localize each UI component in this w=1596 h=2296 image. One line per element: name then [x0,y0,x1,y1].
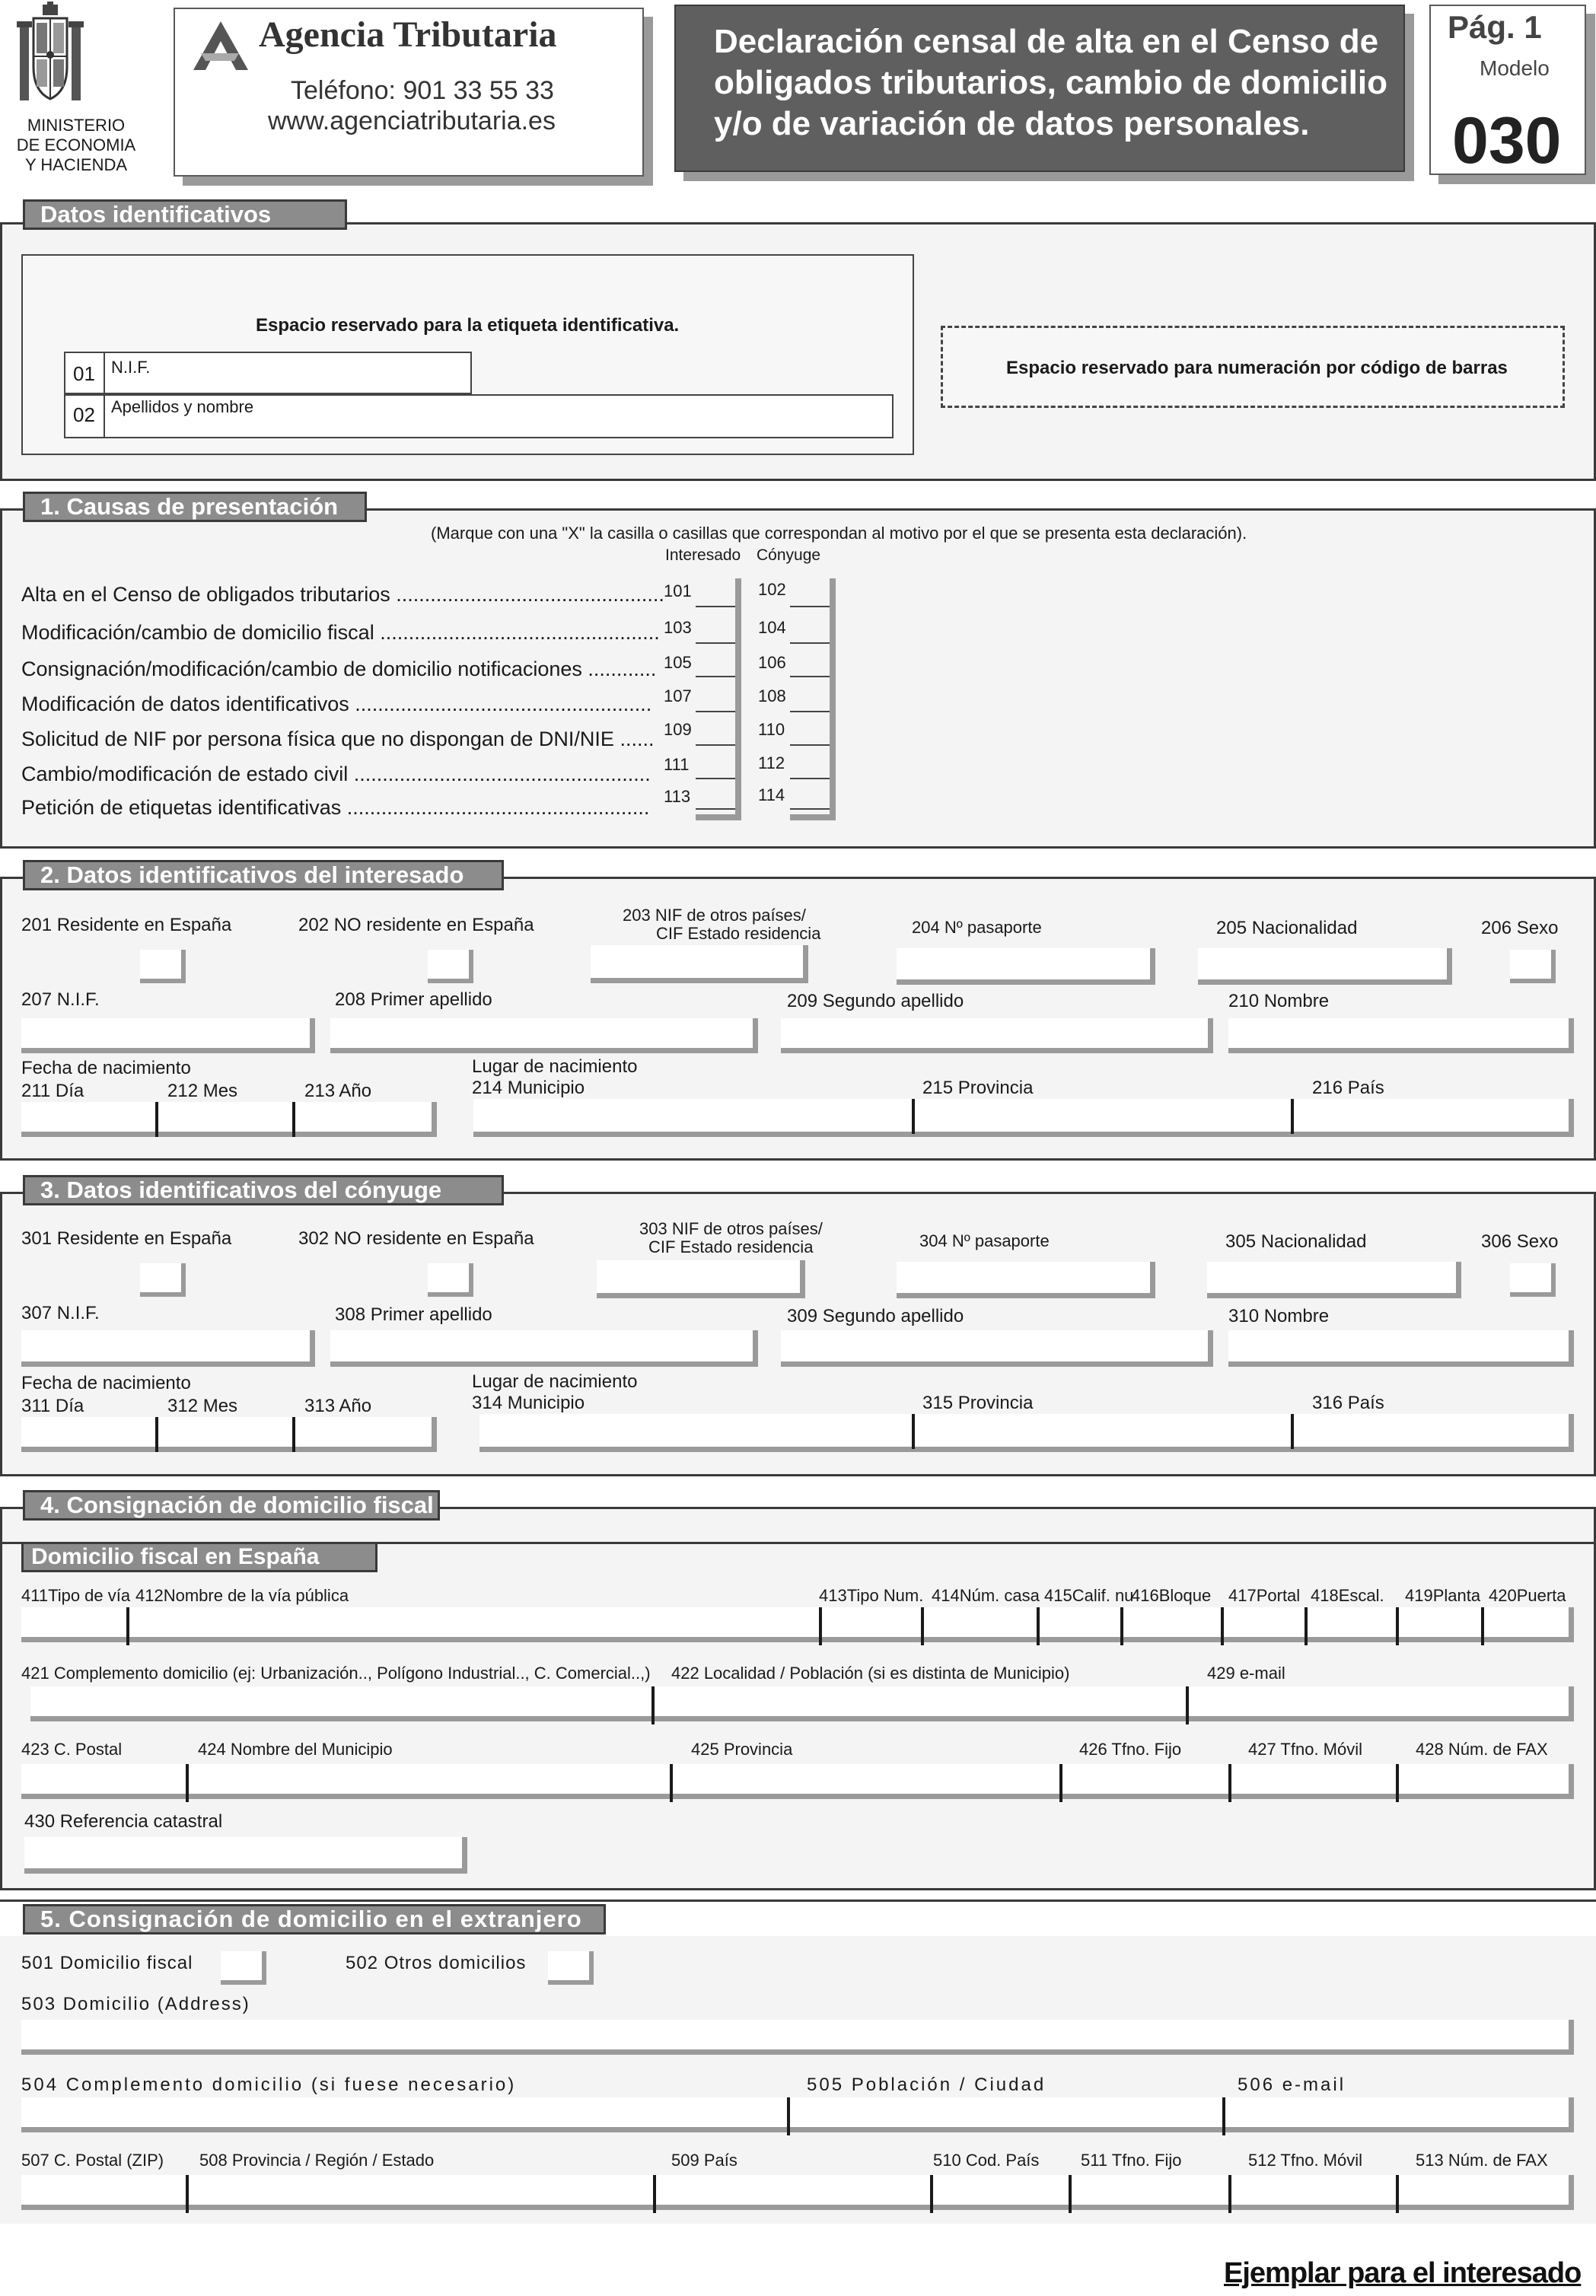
section-foreign-address-top-rule [0,1900,1596,1902]
label-421: 421 Complemento domicilio (ej: Urbanización.., Polígono Industrial.., C. Comercial..,) [21,1664,651,1683]
cause-checkbox-107[interactable] [696,711,735,712]
label-510: 510 Cod. País [933,2151,1040,2170]
subsection-spain-tab: Domicilio fiscal en España [21,1542,377,1572]
label-301: 301 Residente en España [21,1228,232,1249]
label-505: 505 Población / Ciudad [807,2075,1046,2095]
label-215: 215 Provincia [922,1078,1034,1098]
label-303b: CIF Estado residencia [648,1237,814,1256]
label-315: 315 Provincia [922,1393,1034,1413]
separator-509-510 [930,2175,933,2213]
label-417: 417Portal [1228,1586,1301,1605]
cause-checkbox-111[interactable] [696,778,735,779]
cause-checkbox-114[interactable] [790,808,830,810]
separator-413 [921,1607,924,1645]
col-interesado-label: Interesado [665,546,741,564]
label-308: 308 Primer apellido [335,1304,492,1325]
label-303a: 303 NIF de otros países/ [639,1219,823,1238]
label-418: 418Escal. [1311,1586,1384,1605]
label-512: 512 Tfno. Móvil [1248,2151,1363,2170]
cause-checkbox-106[interactable] [790,676,830,677]
label-212: 212 Mes [167,1081,238,1101]
modelo-number: 030 [1452,104,1562,177]
separator-427-428 [1396,1764,1399,1802]
cause-row-number-b: 112 [758,753,785,772]
label-424: 424 Nombre del Municipio [198,1740,393,1759]
label-fecha-nacimiento: Fecha de nacimiento [21,1373,191,1393]
separator-417 [1305,1607,1308,1645]
label-503: 503 Domicilio (Address) [21,1994,250,2014]
label-419: 419Planta [1405,1586,1481,1605]
col-interesado-bottom [696,814,741,820]
cause-row-label: Petición de etiquetas identificativas ..................................................... [21,796,650,819]
input-address-complement[interactable] [30,1686,1574,1721]
label-305: 305 Nacionalidad [1225,1231,1367,1252]
cause-checkbox-105[interactable] [696,676,735,677]
separator-415 [1120,1607,1123,1645]
label-412: 412Nombre de la vía pública [135,1586,349,1605]
cause-row-number-a: 111 [664,755,690,774]
input-503[interactable] [21,2020,1574,2055]
input-303[interactable] [597,1260,805,1298]
label-316: 316 País [1312,1393,1384,1413]
label-fecha-nacimiento: Fecha de nacimiento [21,1058,191,1078]
checkbox-201[interactable] [140,950,186,983]
cause-row-number-b: 108 [758,686,786,705]
label-427: 427 Tfno. Móvil [1248,1740,1363,1759]
label-214: 214 Municipio [472,1078,585,1098]
input-307[interactable] [21,1330,315,1367]
agency-name: Agencia Tributaria [259,14,557,55]
label-506: 506 e-mail [1238,2075,1346,2095]
field-01-label: N.I.F. [111,358,151,377]
label-414: 414Núm. casa [932,1586,1040,1605]
separator-425-426 [1059,1764,1062,1802]
label-312: 312 Mes [167,1396,238,1416]
cause-checkbox-102[interactable] [790,606,830,607]
input-205[interactable] [1198,948,1452,985]
label-502: 502 Otros domicilios [346,1953,527,1973]
separator-411 [126,1607,129,1645]
input-birth-date[interactable] [21,1102,437,1137]
label-415: 415Calif. nu [1044,1586,1134,1605]
label-423: 423 C. Postal [21,1740,123,1759]
separator-423-424 [186,1764,189,1802]
input-208[interactable] [330,1018,758,1053]
field-02-label: Apellidos y nombre [111,397,254,416]
cause-row-number-b: 104 [758,618,786,637]
separator-422-429 [1186,1686,1189,1724]
modelo-label: Modelo [1480,56,1550,80]
label-309: 309 Segundo apellido [787,1306,964,1326]
ministry-name: MINISTERIO DE ECONOMIA Y HACIENDA [16,116,136,174]
label-416: 416Bloque [1131,1586,1212,1605]
label-reserved-text: Espacio reservado para la etiqueta identificativa. [256,315,680,336]
barcode-text: Espacio reservado para numeración por código de barras [1006,358,1508,378]
cause-row-number-a: 103 [664,618,692,637]
input-305[interactable] [1207,1262,1461,1298]
ministry-emblem [14,2,87,108]
cause-checkbox-101[interactable] [696,606,735,607]
section-interested-party-tab: 2. Datos identificativos del interesado [23,860,504,890]
label-425: 425 Provincia [691,1740,793,1759]
cause-checkbox-113[interactable] [696,808,735,810]
label-426: 426 Tfno. Fijo [1079,1740,1182,1759]
col-conyuge-label: Cónyuge [757,546,821,564]
label-lugar-nacimiento: Lugar de nacimiento [472,1056,638,1077]
separator-municipio-provincia [912,1414,915,1449]
separator-421-422 [651,1686,655,1724]
copy-for-interested-party: Ejemplar para el interesado [1224,2257,1582,2289]
separator-412 [819,1607,822,1645]
label-306: 306 Sexo [1481,1231,1559,1252]
cause-checkbox-110[interactable] [790,744,830,746]
label-508: 508 Provincia / Región / Estado [199,2151,435,2170]
label-202: 202 NO residente en España [298,915,534,935]
separator-day-month [155,1417,158,1452]
label-208: 208 Primer apellido [335,989,492,1010]
label-430: 430 Referencia catastral [24,1811,223,1832]
separator-510-511 [1069,2175,1072,2213]
section-spouse-tab: 3. Datos identificativos del cónyuge [23,1175,504,1205]
cause-row-number-b: 106 [758,653,786,672]
agency-web: www.agenciatributaria.es [268,107,556,135]
checkbox-206[interactable] [1510,950,1556,983]
field-02-number: 02 [73,403,95,426]
cause-row-number-a: 109 [664,720,692,739]
label-501: 501 Domicilio fiscal [21,1953,193,1973]
cause-checkbox-109[interactable] [696,744,735,746]
separator-419 [1481,1607,1484,1645]
col-conyuge-bar [830,578,836,820]
input-310[interactable] [1228,1330,1574,1367]
input-birth-place[interactable] [479,1414,1574,1452]
label-314: 314 Municipio [472,1393,585,1413]
input-207[interactable] [21,1018,315,1053]
separator-provincia-pais [1291,1414,1294,1449]
label-504: 504 Complemento domicilio (si fuese necesario) [21,2075,517,2095]
page-number: Pág. 1 [1448,9,1542,45]
checkbox-302[interactable] [428,1263,473,1297]
input-birth-date[interactable] [21,1417,437,1452]
input-204[interactable] [897,948,1155,985]
input-birth-place[interactable] [473,1099,1574,1137]
input-430[interactable] [24,1837,467,1874]
label-420: 420Puerta [1489,1586,1566,1605]
separator-426-427 [1228,1764,1231,1802]
input-address-line[interactable] [21,1607,1574,1642]
separator-day-month [155,1102,158,1137]
label-203b: CIF Estado residencia [656,924,821,943]
label-211: 211 Día [21,1081,84,1101]
form-title-box [674,5,1405,172]
label-203a: 203 NIF de otros países/ [623,906,806,925]
input-309[interactable] [781,1330,1213,1367]
checkbox-301[interactable] [140,1263,186,1297]
input-209[interactable] [781,1018,1213,1053]
separator-511-512 [1228,2175,1231,2213]
col-conyuge-bottom [790,814,836,820]
label-509: 509 País [671,2151,737,2170]
cause-row-label: Modificación/cambio de domicilio fiscal ................................................. [21,621,660,644]
separator-424-425 [670,1764,673,1802]
input-507-513[interactable] [21,2175,1574,2210]
separator-512-513 [1396,2175,1399,2213]
agency-phone: Teléfono: 901 33 55 33 [291,76,554,105]
col-interesado-bar [735,578,741,820]
separator-month-year [292,1417,295,1452]
cause-row-label: Modificación de datos identificativos .................................................... [21,693,652,715]
agency-logo-icon [190,18,250,73]
separator-508-509 [653,2175,656,2213]
separator-507-508 [186,2175,189,2213]
field-01-number: 01 [73,362,95,385]
cause-checkbox-108[interactable] [790,711,830,712]
cause-checkbox-112[interactable] [790,778,830,779]
label-209: 209 Segundo apellido [787,991,964,1011]
label-310: 310 Nombre [1228,1306,1330,1326]
checkbox-202[interactable] [428,950,473,983]
causes-instruction: (Marque con una "X" la casilla o casillas que correspondan al motivo por el que se presenta esta declaración). [431,524,1247,543]
label-201: 201 Residente en España [21,915,232,935]
cause-row-number-b: 102 [758,580,786,599]
label-lugar-nacimiento: Lugar de nacimiento [472,1371,638,1392]
section-identification-tab: Datos identificativos [23,199,347,230]
cause-row-number-a: 107 [664,686,692,705]
cause-row-label: Cambio/modificación de estado civil .................................................... [21,763,651,785]
input-210[interactable] [1228,1018,1574,1053]
page-number-box [1429,5,1586,175]
label-207: 207 N.I.F. [21,989,100,1010]
label-311: 311 Día [21,1396,84,1416]
label-411: 411Tipo de vía [21,1586,131,1605]
cause-row-label: Solicitud de NIF por persona física que no dispongan de DNI/NIE ...... [21,728,655,750]
section-fiscal-address-tab: 4. Consignación de domicilio fiscal [23,1490,440,1521]
label-429: 429 e-mail [1207,1664,1285,1683]
checkbox-501[interactable] [221,1951,266,1985]
input-504-506[interactable] [21,2097,1574,2132]
label-204: 204 Nº pasaporte [912,918,1042,937]
input-postal-line[interactable] [21,1764,1574,1799]
cause-row-number-a: 105 [664,653,692,672]
separator-505-506 [1222,2097,1225,2135]
label-307: 307 N.I.F. [21,1303,100,1323]
checkbox-306[interactable] [1510,1263,1556,1297]
label-210: 210 Nombre [1228,991,1330,1011]
label-216: 216 País [1312,1078,1384,1098]
label-422: 422 Localidad / Población (si es distinta de Municipio) [671,1664,1070,1683]
separator-month-year [292,1102,295,1137]
separator-414 [1037,1607,1040,1645]
cause-checkbox-104[interactable] [790,642,830,644]
input-304[interactable] [897,1262,1155,1298]
section-causes-tab: 1. Causas de presentación [23,492,367,522]
label-205: 205 Nacionalidad [1216,918,1358,938]
cause-row-number-a: 113 [664,787,691,806]
label-507: 507 C. Postal (ZIP) [21,2151,164,2170]
cause-row-label: Alta en el Censo de obligados tributarios ............................................... [21,583,664,606]
label-428: 428 Núm. de FAX [1416,1740,1548,1759]
section-foreign-address-tab: 5. Consignación de domicilio en el extranjero [23,1904,606,1935]
separator-504-505 [787,2097,790,2135]
label-511: 511 Tfno. Fijo [1081,2151,1182,2170]
agency-box [174,8,644,177]
input-203[interactable] [591,945,808,983]
label-302: 302 NO residente en España [298,1228,534,1249]
label-213: 213 Año [304,1081,372,1101]
separator-municipio-provincia [912,1099,915,1134]
separator-provincia-pais [1291,1099,1294,1134]
checkbox-502[interactable] [548,1951,594,1985]
cause-row-number-a: 101 [664,581,692,600]
form-title: Declaración censal de alta en el Censo de obligados tributarios, cambio de domicilio y/o de variación de datos personales. [714,23,1387,142]
label-304: 304 Nº pasaporte [919,1231,1050,1250]
input-308[interactable] [330,1330,758,1367]
label-513: 513 Núm. de FAX [1416,2151,1548,2170]
label-313: 313 Año [304,1396,372,1416]
separator-416 [1221,1607,1224,1645]
label-413: 413Tipo Num. [819,1586,924,1605]
cause-row-number-b: 110 [758,720,785,739]
cause-row-number-b: 114 [758,785,785,804]
separator-418 [1396,1607,1399,1645]
label-206: 206 Sexo [1481,918,1559,938]
cause-row-label: Consignación/modificación/cambio de domicilio notificaciones ............ [21,658,657,680]
cause-checkbox-103[interactable] [696,642,735,644]
